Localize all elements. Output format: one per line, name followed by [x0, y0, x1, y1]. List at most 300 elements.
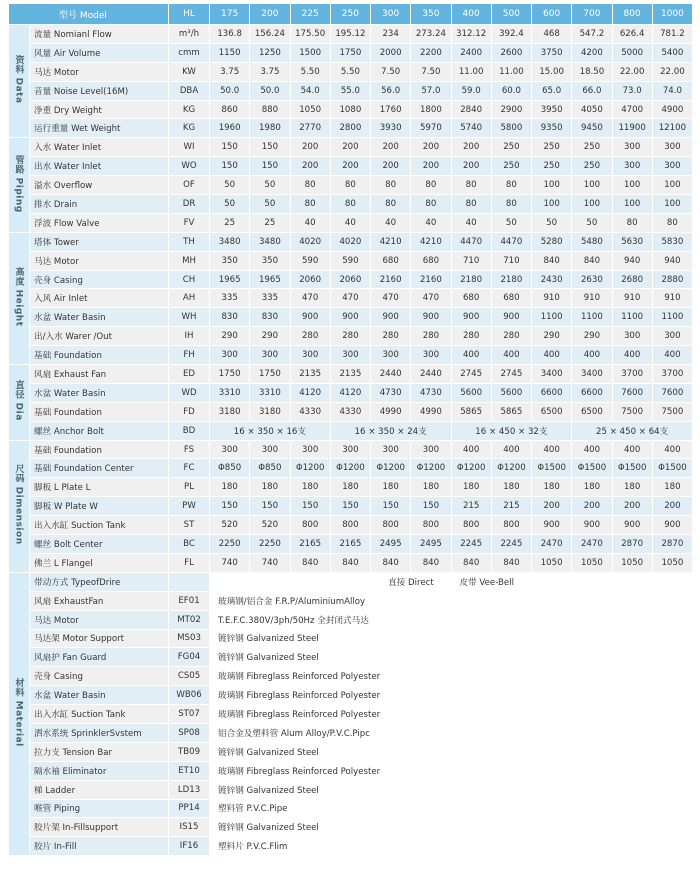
- value-cell: 200: [330, 157, 370, 176]
- row-name: 出入水缸 Suction Tank: [30, 516, 169, 535]
- row-code: ST: [169, 516, 210, 535]
- value-cell: 5600: [451, 383, 491, 402]
- value-cell: 400: [532, 346, 572, 365]
- value-cell: 250: [532, 157, 572, 176]
- value-cell: 2200: [411, 43, 451, 62]
- value-cell: 300: [330, 346, 370, 365]
- value-cell: 150: [371, 497, 411, 516]
- value-cell: 2745: [451, 365, 491, 384]
- value-cell: 1050: [532, 553, 572, 572]
- value-cell: 350: [210, 251, 250, 270]
- row-code: IS15: [169, 818, 210, 837]
- value-cell: 80: [290, 176, 330, 195]
- group-label-text: 直径 Dia: [13, 380, 24, 422]
- value-cell: 80: [411, 176, 451, 195]
- row-name: 喉管 Piping: [30, 799, 169, 818]
- value-cell: 80: [652, 213, 692, 232]
- value-cell: 400: [612, 346, 652, 365]
- model-header-cell: 1000: [652, 4, 692, 25]
- spanned-value-cell: 16 × 450 × 32支: [451, 421, 572, 440]
- value-cell: 280: [491, 327, 531, 346]
- value-cell: 1100: [652, 308, 692, 327]
- value-cell: 50.0: [210, 81, 250, 100]
- value-cell: 4900: [652, 100, 692, 119]
- value-cell: 900: [652, 516, 692, 535]
- material-value: 玻璃钢/铝合金 F.R.P/AluminiumAlloy: [210, 591, 693, 610]
- value-cell: 100: [532, 195, 572, 214]
- value-cell: 4700: [612, 100, 652, 119]
- value-cell: 80: [451, 176, 491, 195]
- value-cell: 50: [532, 213, 572, 232]
- value-cell: 300: [250, 346, 290, 365]
- spanned-value-cell: 16 × 350 × 24支: [330, 421, 451, 440]
- table-row: [9, 289, 693, 308]
- row-code: IH: [169, 327, 210, 346]
- value-cell: 66.0: [572, 81, 612, 100]
- value-cell: 250: [532, 138, 572, 157]
- value-cell: 1100: [612, 308, 652, 327]
- value-cell: 2245: [451, 535, 491, 554]
- value-cell: 200: [572, 497, 612, 516]
- value-cell: 150: [210, 138, 250, 157]
- value-cell: 5630: [612, 232, 652, 251]
- value-cell: 180: [371, 478, 411, 497]
- value-cell: 3400: [532, 365, 572, 384]
- row-code: MH: [169, 251, 210, 270]
- value-cell: 1750: [250, 365, 290, 384]
- table-row: [9, 837, 693, 856]
- value-cell: 800: [411, 516, 451, 535]
- value-cell: 100: [532, 176, 572, 195]
- value-cell: 3950: [532, 100, 572, 119]
- value-cell: 18.50: [572, 62, 612, 81]
- value-cell: 2400: [451, 43, 491, 62]
- table-row: [9, 81, 693, 100]
- table-row: [9, 535, 693, 554]
- value-cell: 2160: [371, 270, 411, 289]
- value-cell: 280: [411, 327, 451, 346]
- value-cell: 200: [451, 157, 491, 176]
- value-cell: Φ1500: [612, 459, 652, 478]
- value-cell: 300: [411, 346, 451, 365]
- table-row: [9, 62, 693, 81]
- value-cell: 2680: [612, 270, 652, 289]
- value-cell: 590: [330, 251, 370, 270]
- value-cell: 2495: [371, 535, 411, 554]
- value-cell: 3310: [210, 383, 250, 402]
- value-cell: 900: [532, 516, 572, 535]
- material-value: T.E.F.C.380V/3ph/50Hz 全封闭式马达: [210, 610, 693, 629]
- value-cell: 830: [210, 308, 250, 327]
- row-code: BD: [169, 421, 210, 440]
- value-cell: 2600: [491, 43, 531, 62]
- value-cell: 392.4: [491, 25, 531, 44]
- value-cell: 5865: [491, 402, 531, 421]
- value-cell: 80: [330, 195, 370, 214]
- row-name: 基础 Foundation: [30, 440, 169, 459]
- model-header-cell: 300: [371, 4, 411, 25]
- row-code: cmm: [169, 43, 210, 62]
- value-cell: 200: [612, 497, 652, 516]
- value-cell: 7500: [652, 402, 692, 421]
- table-row: [9, 780, 693, 799]
- value-cell: 2440: [371, 365, 411, 384]
- value-cell: 2870: [652, 535, 692, 554]
- material-value: 镀锌钢 Galvanized Steel: [210, 648, 693, 667]
- material-value: 玻璃钢 Fibreglass Reinforced Polyester: [210, 761, 693, 780]
- value-cell: 136.8: [210, 25, 250, 44]
- value-cell: 520: [210, 516, 250, 535]
- material-value: 塑料片 P.V.C.Flim: [210, 837, 693, 856]
- table-row: [9, 43, 693, 62]
- value-cell: 1965: [250, 270, 290, 289]
- value-cell: 880: [250, 100, 290, 119]
- value-cell: 2060: [290, 270, 330, 289]
- group-label: [9, 232, 30, 364]
- row-code: SP08: [169, 723, 210, 742]
- value-cell: 300: [290, 440, 330, 459]
- value-cell: 5280: [532, 232, 572, 251]
- table-row: [9, 610, 693, 629]
- row-name: 出水 Water Inlet: [30, 157, 169, 176]
- value-cell: 250: [572, 157, 612, 176]
- group-label-text: 材料 Material: [13, 678, 24, 747]
- table-row: [9, 742, 693, 761]
- value-cell: 710: [491, 251, 531, 270]
- table-header-row: [9, 4, 693, 25]
- value-cell: 3.75: [210, 62, 250, 81]
- value-cell: 2745: [491, 365, 531, 384]
- row-code: CH: [169, 270, 210, 289]
- value-cell: 7500: [612, 402, 652, 421]
- value-cell: 3700: [652, 365, 692, 384]
- value-cell: 1500: [290, 43, 330, 62]
- value-cell: 59.0: [451, 81, 491, 100]
- value-cell: 80: [451, 195, 491, 214]
- value-cell: 200: [371, 138, 411, 157]
- row-name: 风扇 Exhaust Fan: [30, 365, 169, 384]
- value-cell: 2180: [451, 270, 491, 289]
- value-cell: 940: [652, 251, 692, 270]
- value-cell: 3930: [371, 119, 411, 138]
- value-cell: 200: [290, 138, 330, 157]
- value-cell: 80: [330, 176, 370, 195]
- value-cell: 680: [411, 251, 451, 270]
- value-cell: 4470: [491, 232, 531, 251]
- value-cell: 50: [210, 195, 250, 214]
- value-cell: 1100: [572, 308, 612, 327]
- value-cell: 800: [451, 516, 491, 535]
- value-cell: 590: [290, 251, 330, 270]
- value-cell: 200: [451, 138, 491, 157]
- value-cell: 180: [491, 478, 531, 497]
- value-cell: 50: [250, 176, 290, 195]
- value-cell: 6600: [572, 383, 612, 402]
- value-cell: 400: [451, 346, 491, 365]
- value-cell: 800: [371, 516, 411, 535]
- table-row: [9, 667, 693, 686]
- value-cell: 860: [210, 100, 250, 119]
- row-code: PP14: [169, 799, 210, 818]
- row-name: 洒水系统 SprinklerSvstem: [30, 723, 169, 742]
- value-cell: 800: [330, 516, 370, 535]
- value-cell: 400: [491, 346, 531, 365]
- value-cell: 180: [210, 478, 250, 497]
- material-value: 镀锌钢 Galvanized Steel: [210, 818, 693, 837]
- value-cell: 200: [411, 157, 451, 176]
- spanned-value-cell: 16 × 350 × 16支: [210, 421, 331, 440]
- row-name: 马达 Motor: [30, 610, 169, 629]
- value-cell: Φ1200: [451, 459, 491, 478]
- value-cell: 3700: [612, 365, 652, 384]
- value-cell: 2840: [451, 100, 491, 119]
- value-cell: 25: [250, 213, 290, 232]
- value-cell: 2250: [250, 535, 290, 554]
- value-cell: 280: [451, 327, 491, 346]
- value-cell: Φ1500: [572, 459, 612, 478]
- table-row: [9, 195, 693, 214]
- value-cell: 468: [532, 25, 572, 44]
- row-name: 基础 Foundation: [30, 402, 169, 421]
- value-cell: 180: [652, 478, 692, 497]
- value-cell: 180: [612, 478, 652, 497]
- value-cell: 200: [290, 157, 330, 176]
- value-cell: 1980: [250, 119, 290, 138]
- table-row: [9, 572, 693, 591]
- table-row: [9, 497, 693, 516]
- group-label: [9, 572, 30, 855]
- row-name: 出/入水 Warer /Out: [30, 327, 169, 346]
- value-cell: 335: [210, 289, 250, 308]
- value-cell: 3.75: [250, 62, 290, 81]
- value-cell: 200: [411, 138, 451, 157]
- value-cell: 2800: [330, 119, 370, 138]
- value-cell: Φ1500: [652, 459, 692, 478]
- table-row: [9, 761, 693, 780]
- drive-type-value: 直接 Direct 皮带 Vee-Bell: [210, 572, 693, 591]
- value-cell: 840: [411, 553, 451, 572]
- value-cell: 940: [612, 251, 652, 270]
- value-cell: 2470: [532, 535, 572, 554]
- group-label-text: 尺码 Dimension: [13, 464, 24, 546]
- group-label-text: 资料 Data: [13, 55, 24, 104]
- value-cell: 11.00: [451, 62, 491, 81]
- row-name: 马达 Motor: [30, 62, 169, 81]
- value-cell: 312.12: [451, 25, 491, 44]
- value-cell: 150: [250, 138, 290, 157]
- value-cell: 910: [652, 289, 692, 308]
- row-code: EF01: [169, 591, 210, 610]
- value-cell: 1050: [572, 553, 612, 572]
- row-code: FC: [169, 459, 210, 478]
- value-cell: 4120: [290, 383, 330, 402]
- model-header-cell: 400: [451, 4, 491, 25]
- value-cell: 900: [491, 308, 531, 327]
- row-name: 水盆 Water Basin: [30, 686, 169, 705]
- value-cell: 6500: [532, 402, 572, 421]
- value-cell: 400: [532, 440, 572, 459]
- value-cell: 547.2: [572, 25, 612, 44]
- value-cell: Φ850: [250, 459, 290, 478]
- value-cell: 470: [411, 289, 451, 308]
- value-cell: 300: [330, 440, 370, 459]
- value-cell: 840: [491, 553, 531, 572]
- value-cell: 100: [572, 195, 612, 214]
- value-cell: 680: [491, 289, 531, 308]
- value-cell: 40: [371, 213, 411, 232]
- row-name: 风量 Air Volume: [30, 43, 169, 62]
- row-name: 出入水缸 Suction Tank: [30, 705, 169, 724]
- value-cell: 740: [250, 553, 290, 572]
- value-cell: 2880: [652, 270, 692, 289]
- row-code: PW: [169, 497, 210, 516]
- row-name: 壳身 Casing: [30, 270, 169, 289]
- value-cell: 180: [290, 478, 330, 497]
- value-cell: 710: [451, 251, 491, 270]
- material-value: 玻璃钢 Fibreglass Reinforced Polyester: [210, 686, 693, 705]
- value-cell: 57.0: [411, 81, 451, 100]
- value-cell: 11900: [612, 119, 652, 138]
- table-row: [9, 459, 693, 478]
- value-cell: Φ1200: [491, 459, 531, 478]
- value-cell: 300: [411, 440, 451, 459]
- value-cell: 150: [411, 497, 451, 516]
- table-row: [9, 440, 693, 459]
- value-cell: 6500: [572, 402, 612, 421]
- material-value: 塑料管 P.V.C.Pipe: [210, 799, 693, 818]
- value-cell: 4330: [330, 402, 370, 421]
- group-label: [9, 365, 30, 441]
- value-cell: 290: [532, 327, 572, 346]
- value-cell: 4990: [371, 402, 411, 421]
- value-cell: 470: [330, 289, 370, 308]
- code-header: HL: [169, 4, 210, 25]
- table-row: [9, 251, 693, 270]
- value-cell: 1760: [371, 100, 411, 119]
- row-name: 佛兰 L Flangel: [30, 553, 169, 572]
- value-cell: 40: [411, 213, 451, 232]
- table-row: [9, 25, 693, 44]
- value-cell: 350: [250, 251, 290, 270]
- value-cell: 830: [250, 308, 290, 327]
- spanned-value-cell: 25 × 450 × 64支: [572, 421, 693, 440]
- value-cell: 900: [451, 308, 491, 327]
- value-cell: 40: [330, 213, 370, 232]
- row-name: 螺丝 Anchor Bolt: [30, 421, 169, 440]
- value-cell: 22.00: [612, 62, 652, 81]
- table-row: [9, 723, 693, 742]
- value-cell: 900: [290, 308, 330, 327]
- value-cell: 400: [612, 440, 652, 459]
- value-cell: 50: [210, 176, 250, 195]
- row-code: ST07: [169, 705, 210, 724]
- value-cell: 5000: [612, 43, 652, 62]
- row-code: FH: [169, 346, 210, 365]
- value-cell: 60.0: [491, 81, 531, 100]
- value-cell: 400: [491, 440, 531, 459]
- row-code: FD: [169, 402, 210, 421]
- value-cell: 400: [572, 346, 612, 365]
- value-cell: 910: [532, 289, 572, 308]
- model-header-cell: 350: [411, 4, 451, 25]
- value-cell: 150: [210, 497, 250, 516]
- value-cell: 7.50: [411, 62, 451, 81]
- value-cell: 5480: [572, 232, 612, 251]
- row-name: 溢水 Overflow: [30, 176, 169, 195]
- value-cell: 73.0: [612, 81, 652, 100]
- value-cell: 2900: [491, 100, 531, 119]
- row-code: FL: [169, 553, 210, 572]
- value-cell: 195.12: [330, 25, 370, 44]
- value-cell: 100: [652, 195, 692, 214]
- row-code: IF16: [169, 837, 210, 856]
- row-code: TH: [169, 232, 210, 251]
- row-code: CS05: [169, 667, 210, 686]
- value-cell: 2440: [411, 365, 451, 384]
- value-cell: 40: [290, 213, 330, 232]
- value-cell: 2250: [210, 535, 250, 554]
- row-name: 脚板 L Plate L: [30, 478, 169, 497]
- table-row: [9, 138, 693, 157]
- value-cell: Φ1500: [532, 459, 572, 478]
- model-header-cell: 700: [572, 4, 612, 25]
- value-cell: 4470: [451, 232, 491, 251]
- group-label: [9, 138, 30, 232]
- value-cell: 5740: [451, 119, 491, 138]
- value-cell: 4020: [290, 232, 330, 251]
- row-code: WB06: [169, 686, 210, 705]
- row-code: BC: [169, 535, 210, 554]
- table-row: [9, 157, 693, 176]
- value-cell: 470: [371, 289, 411, 308]
- row-name: 排水 Drain: [30, 195, 169, 214]
- value-cell: 3310: [250, 383, 290, 402]
- row-code: KG: [169, 119, 210, 138]
- specification-table: [8, 3, 693, 856]
- value-cell: 300: [612, 327, 652, 346]
- value-cell: 335: [250, 289, 290, 308]
- row-name: 基础 Foundation: [30, 346, 169, 365]
- value-cell: 180: [451, 478, 491, 497]
- value-cell: 900: [612, 516, 652, 535]
- value-cell: 215: [451, 497, 491, 516]
- table-row: [9, 799, 693, 818]
- model-header-cell: 600: [532, 4, 572, 25]
- value-cell: 840: [290, 553, 330, 572]
- value-cell: 80: [371, 176, 411, 195]
- table-row: [9, 648, 693, 667]
- value-cell: 5970: [411, 119, 451, 138]
- row-name: 隔水袖 Eliminator: [30, 761, 169, 780]
- value-cell: Φ1200: [330, 459, 370, 478]
- model-header-cell: 225: [290, 4, 330, 25]
- value-cell: 100: [612, 176, 652, 195]
- value-cell: 2135: [330, 365, 370, 384]
- row-code: ED: [169, 365, 210, 384]
- value-cell: 6600: [532, 383, 572, 402]
- value-cell: 55.0: [330, 81, 370, 100]
- table-row: [9, 421, 693, 440]
- value-cell: 40: [451, 213, 491, 232]
- value-cell: Φ1200: [411, 459, 451, 478]
- row-code: WD: [169, 383, 210, 402]
- row-name: 马达架 Motor Support: [30, 629, 169, 648]
- row-code: WH: [169, 308, 210, 327]
- value-cell: 910: [612, 289, 652, 308]
- row-name: 脚板 W Plate W: [30, 497, 169, 516]
- row-code: PL: [169, 478, 210, 497]
- row-code: LD13: [169, 780, 210, 799]
